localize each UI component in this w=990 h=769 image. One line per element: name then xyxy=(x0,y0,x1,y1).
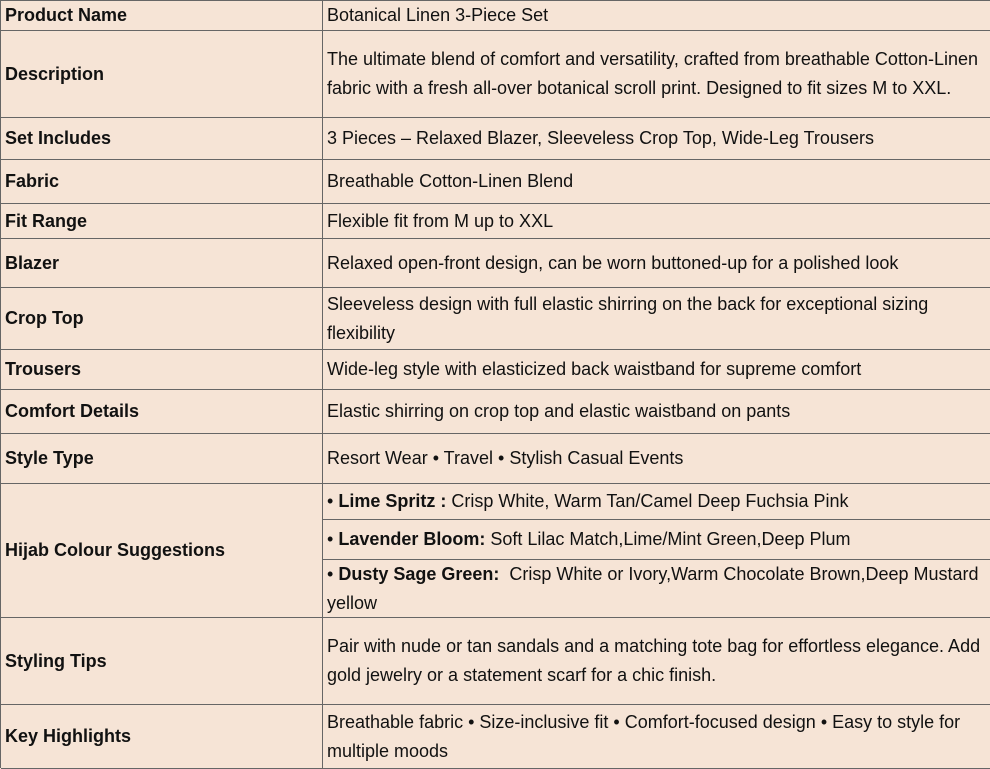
row-value-comfort-details: Elastic shirring on crop top and elastic waistband on pants xyxy=(323,390,990,434)
row-value-set-includes: 3 Pieces – Relaxed Blazer, Sleeveless Crop Top, Wide-Leg Trousers xyxy=(323,118,990,160)
row-label-styling-tips: Styling Tips xyxy=(1,618,323,705)
row-value-style-type: Resort Wear • Travel • Stylish Casual Events xyxy=(323,434,990,484)
row-label-fit-range: Fit Range xyxy=(1,204,323,239)
row-label-trousers: Trousers xyxy=(1,350,323,390)
bullet-glyph: • xyxy=(327,563,334,584)
bullet-glyph: • xyxy=(327,491,334,511)
row-label-style-type: Style Type xyxy=(1,434,323,484)
row-value-trousers: Wide-leg style with elasticized back waistband for supreme comfort xyxy=(323,350,990,390)
palette-colors: Soft Lilac Match,Lime/Mint Green,Deep Plum xyxy=(485,529,851,549)
palette-colors: Crisp White, Warm Tan/Camel Deep Fuchsia Pink xyxy=(446,491,849,511)
palette-name: Lime Spritz : xyxy=(338,491,447,511)
row-value-styling-tips: Pair with nude or tan sandals and a matching tote bag for effortless elegance. Add gold jewelry or a statement scarf for a chic finish. xyxy=(323,618,990,705)
hijab-suggestion-dusty-sage-green xyxy=(323,560,990,618)
palette-name: Lavender Bloom: xyxy=(338,529,486,549)
hijab-suggestion-lime-spritz xyxy=(323,484,990,520)
palette-name: Dusty Sage Green: xyxy=(338,563,500,584)
row-label-key-highlights: Key Highlights xyxy=(1,705,323,769)
palette-colors: Crisp White or Ivory,Warm Chocolate Brown,Deep Mustard yellow xyxy=(327,563,984,613)
row-label-fabric: Fabric xyxy=(1,160,323,204)
row-label-description: Description xyxy=(1,31,323,118)
row-label-blazer: Blazer xyxy=(1,239,323,288)
row-label-product-name: Product Name xyxy=(1,1,323,31)
row-value-blazer: Relaxed open-front design, can be worn buttoned-up for a polished look xyxy=(323,239,990,288)
bullet-glyph: • xyxy=(327,529,334,549)
hijab-suggestion-lavender-bloom xyxy=(323,520,990,560)
row-value-product-name: Botanical Linen 3-Piece Set xyxy=(323,1,990,31)
row-label-crop-top: Crop Top xyxy=(1,288,323,350)
row-value-key-highlights: Breathable fabric • Size-inclusive fit • Comfort-focused design • Easy to style for multiple moods xyxy=(323,705,990,769)
row-label-comfort-details: Comfort Details xyxy=(1,390,323,434)
row-label-set-includes: Set Includes xyxy=(1,118,323,160)
row-value-description: The ultimate blend of comfort and versatility, crafted from breathable Cotton-Linen fabric with a fresh all-over botanical scroll print. Designed to fit sizes M to XXL. xyxy=(323,31,990,118)
row-label-hijab-colour-suggestions: Hijab Colour Suggestions xyxy=(1,484,323,618)
row-value-fabric: Breathable Cotton-Linen Blend xyxy=(323,160,990,204)
row-value-crop-top: Sleeveless design with full elastic shirring on the back for exceptional sizing flexibility xyxy=(323,288,990,350)
row-value-fit-range: Flexible fit from M up to XXL xyxy=(323,204,990,239)
